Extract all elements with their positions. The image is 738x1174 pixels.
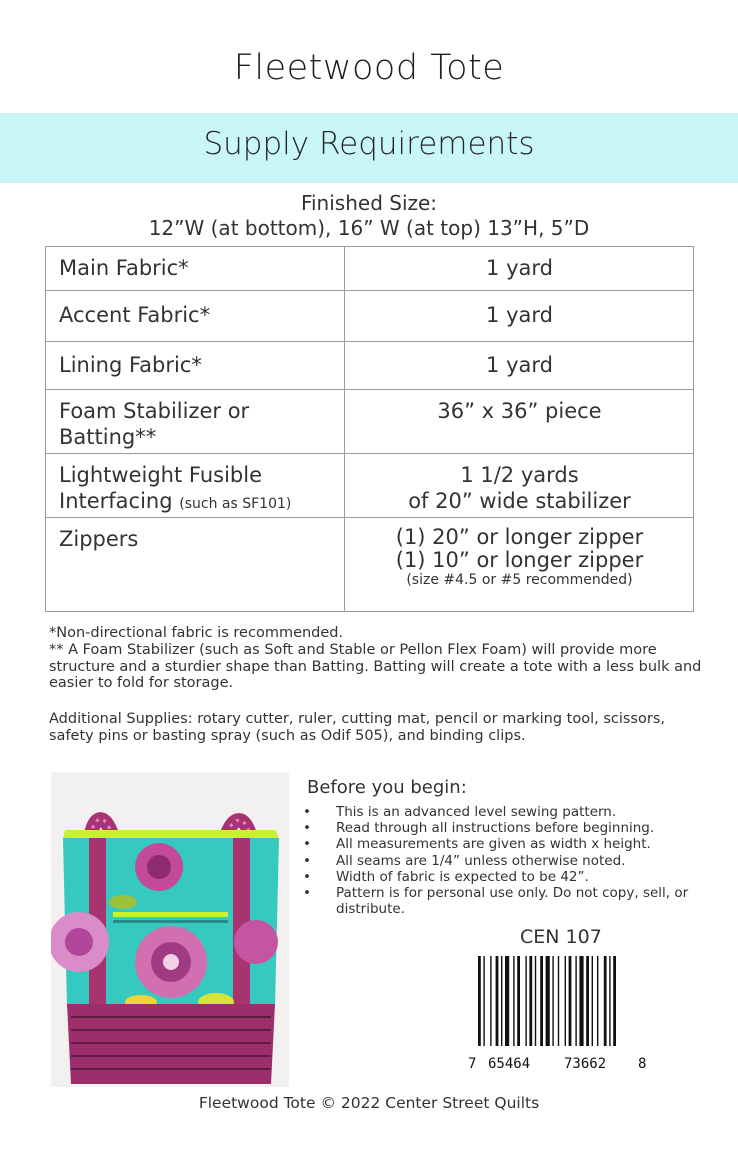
note-foam: ** A Foam Stabilizer (such as Soft and Stable or Pellon Flex Foam) will provide more structure and a sturdier shape than Batting. Batting will create a tote with a less bulk and easier to fold for storage. — [49, 641, 702, 692]
list-item: • This is an advanced level sewing pattern. — [303, 804, 617, 820]
supply-amount-line: 1 1/2 yards — [460, 463, 579, 487]
barcode-digit: 7 — [468, 1056, 477, 1072]
note-nondirectional: *Non-directional fabric is recommended. — [49, 625, 344, 641]
barcode-bar — [496, 956, 499, 1046]
bullet-icon: • — [303, 885, 311, 902]
table-row — [46, 390, 694, 454]
tote-bag-photo — [51, 772, 289, 1087]
barcode-bar — [575, 956, 576, 1046]
bullet-icon: • — [303, 868, 311, 885]
barcode-bar — [490, 956, 491, 1046]
barcode-bar — [609, 956, 610, 1046]
barcode-bar — [552, 956, 553, 1046]
supply-item: Lining Fabric* — [46, 342, 345, 390]
barcode-bar — [525, 956, 526, 1046]
barcode-bar — [597, 956, 598, 1046]
table-row — [46, 518, 694, 612]
before-you-begin-list — [303, 804, 713, 917]
barcode-bar — [505, 956, 509, 1046]
barcode-bar — [501, 956, 502, 1046]
barcode-bar — [517, 956, 520, 1046]
supply-item-line: Lightweight Fusible — [59, 463, 262, 487]
supply-amount: 36” x 36” piece — [345, 390, 694, 454]
notes — [49, 625, 709, 745]
barcode-bar — [540, 956, 543, 1046]
supply-item: Zippers — [46, 518, 345, 612]
barcode-bar — [483, 956, 484, 1046]
barcode-bar — [604, 956, 607, 1046]
bullet-icon: • — [303, 836, 311, 853]
before-you-begin-heading: Before you begin: — [307, 777, 467, 798]
supply-table — [45, 246, 694, 612]
supply-amount-note: (size #4.5 or #5 recommended) — [406, 572, 633, 588]
supply-item: Main Fabric* — [46, 247, 345, 291]
footer-copyright: Fleetwood Tote © 2022 Center Street Quilts — [198, 1094, 540, 1112]
barcode-bar — [613, 956, 616, 1046]
supply-amount: 1 yard — [345, 247, 694, 291]
table-row — [46, 342, 694, 390]
finished-size-label: Finished Size: — [300, 191, 438, 215]
supply-item: Foam Stabilizer or Batting** — [46, 390, 345, 454]
supply-item: Accent Fabric* — [46, 291, 345, 342]
supply-amount-line: of 20” wide stabilizer — [408, 489, 631, 513]
barcode-bar — [558, 956, 559, 1046]
barcode-bar — [579, 956, 583, 1046]
barcode-bar — [586, 956, 589, 1046]
product-code: CEN 107 — [520, 926, 602, 948]
supply-amount — [345, 518, 694, 612]
barcode-digit: 65464 — [488, 1056, 531, 1072]
pattern-title: Fleetwood Tote — [233, 48, 505, 88]
finished-size-value: 12”W (at bottom), 16” W (at top) 13”H, 5”D — [148, 216, 590, 240]
barcode-bar — [513, 956, 514, 1046]
barcode-digit: 73662 — [564, 1056, 607, 1072]
list-item: • Width of fabric is expected to be 42”. — [303, 868, 589, 885]
list-item: • All seams are 1/4” unless otherwise noted. — [303, 852, 626, 869]
tote-bag-illustration — [51, 772, 289, 1087]
bullet-icon: • — [303, 820, 311, 837]
barcode-bar — [529, 956, 532, 1046]
supply-amount-line: (1) 20” or longer zipper — [395, 525, 644, 549]
supply-item-line: Interfacing — [59, 489, 173, 513]
table-row — [46, 454, 694, 518]
list-item: • All measurements are given as width x height. — [303, 836, 651, 853]
supply-amount-line: (1) 10” or longer zipper — [395, 548, 644, 572]
barcode-bar — [535, 956, 536, 1046]
list-item: • Pattern is for personal use only. Do not copy, sell, or distribute. — [303, 885, 689, 918]
barcode-bar — [569, 956, 572, 1046]
barcode — [478, 956, 643, 1046]
list-item: • Read through all instructions before beginning. — [303, 820, 655, 837]
barcode-bar — [565, 956, 566, 1046]
barcode-bar — [546, 956, 550, 1046]
barcode-bar — [478, 956, 481, 1046]
barcode-digit: 8 — [638, 1056, 647, 1072]
note-additional-supplies: Additional Supplies: rotary cutter, ruler, cutting mat, pencil or marking tool, scissors, safety pins or basting spray (such as Odif 505), and binding clips. — [49, 711, 665, 744]
section-heading: Supply Requirements — [203, 126, 535, 162]
table-row — [46, 247, 694, 291]
bullet-icon: • — [303, 852, 311, 869]
supply-amount: 1 yard — [345, 342, 694, 390]
barcode-bar — [592, 956, 593, 1046]
supply-item-note: (such as SF101) — [179, 496, 292, 512]
supply-item — [46, 454, 345, 518]
supply-amount — [345, 454, 694, 518]
bullet-icon: • — [303, 804, 311, 820]
supply-amount: 1 yard — [345, 291, 694, 342]
table-row — [46, 291, 694, 342]
